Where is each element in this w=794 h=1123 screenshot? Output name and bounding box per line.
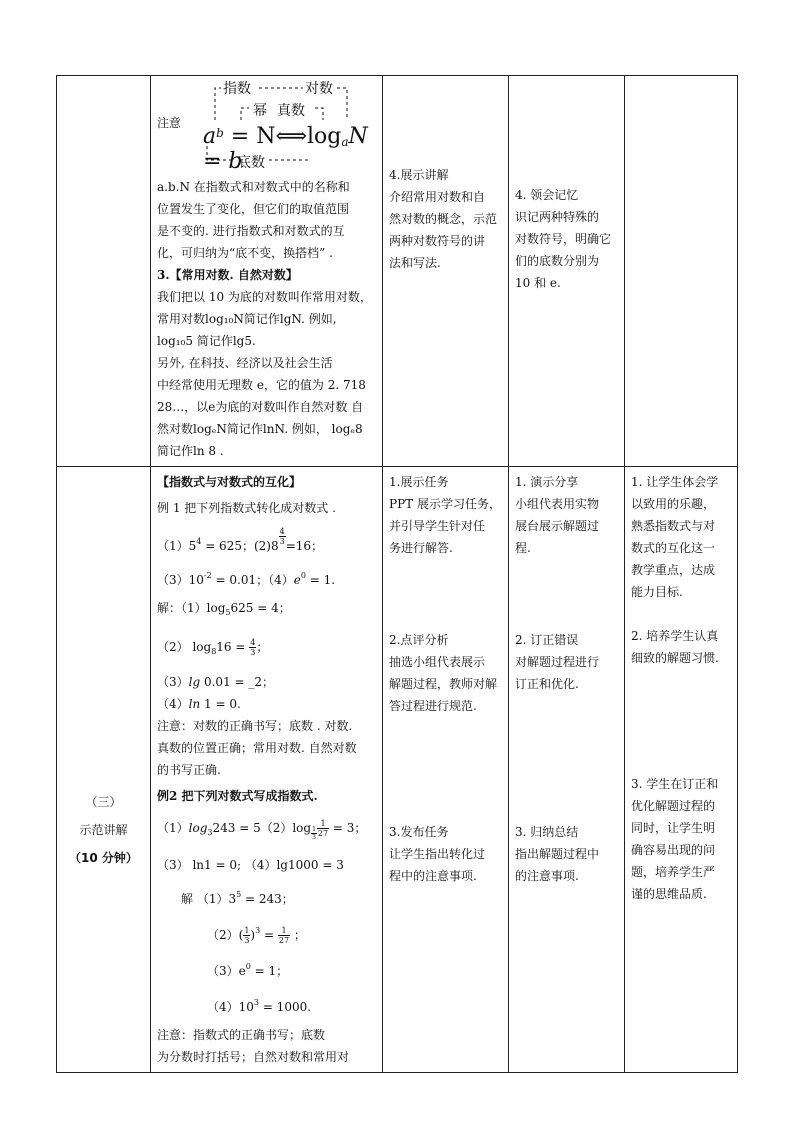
intent-line: 题，培养学生严 [631, 865, 716, 879]
note-1 [157, 715, 376, 781]
intent-cell [625, 467, 738, 1073]
antilog-label: 真数 [277, 103, 305, 119]
intent-line: 3. 学生在订正和 [631, 777, 719, 791]
content-line: 常用对数log₁₀N简记作lgN. 例如, [157, 312, 337, 326]
student-line: 4. 领会记忆 [515, 188, 579, 202]
teacher-line: 并引导学生针对任 [389, 519, 486, 533]
teacher-block [389, 629, 502, 717]
content-line: 中经常使用无理数 e，它的值为 2. 718 [157, 378, 366, 392]
teacher-line: 抽选小组代表展示 [389, 655, 486, 669]
content-line: log₁₀5 简记作lg5. [157, 334, 256, 348]
log-exp-formula: $a^b$ = $N⟺\log_aN = b$ [203, 124, 368, 174]
stage-cell [57, 467, 151, 1073]
intent-line: 谨的思维品质. [631, 887, 707, 901]
content-line: 28…，以e为底的对数叫作自然对数 自 [157, 400, 364, 414]
teacher-line: 两种对数符号的讲 [389, 234, 486, 248]
content-line: 是不变的. 进行指数式和对数式的互 [157, 224, 345, 238]
intent-block [631, 773, 731, 905]
content-line: 3.【常用对数. 自然对数】 [157, 268, 298, 282]
student-activity [509, 467, 624, 891]
note-label: 注意 [157, 116, 182, 130]
student-line: 展台展示解题过 [515, 519, 600, 533]
example2-solution: $(4)10^3 = 1000$. [207, 998, 312, 1014]
example1-solution: （2） $\log_816$ = $\frac{4}{3}$ ； [157, 638, 269, 657]
student-line: 的注意事项. [515, 869, 579, 883]
lesson-plan-table [56, 75, 738, 1073]
note-2 [157, 1024, 376, 1068]
content-line: a.b.N 在指数式和对数式中的名称和 [157, 180, 350, 194]
student-block [515, 471, 618, 559]
teacher-line: 介绍常用对数和自 [389, 190, 486, 204]
teacher-block [389, 471, 502, 559]
example2-prompt: 例2 把下列对数式写成指数式. [157, 789, 318, 803]
student-line: 指出解题过程中 [515, 847, 600, 861]
teacher-line: 2.点评分析 [389, 633, 449, 647]
note-line: 为分数时打括号；自然对数和常用对 [157, 1050, 350, 1064]
teacher-line: 答过程进行规范. [389, 699, 477, 713]
stage-name: 示范讲解 [79, 822, 128, 837]
content-line: 另外, 在科技、经济以及社会生活 [157, 356, 333, 370]
student-line: 识记两种特殊的 [515, 210, 600, 224]
teacher-line: 务进行解答. [389, 541, 453, 555]
teacher-line: 让学生指出转化过 [389, 847, 486, 861]
note-line: 注意：指数式的正确书写；底数 [157, 1028, 326, 1042]
teacher-line: 然对数的概念，示范 [389, 212, 498, 226]
content-line: 然对数logₑN简记作lnN. 例如， logₑ8 [157, 422, 363, 436]
example1-prompt: 例 1 把下列指数式转化成对数式 . [157, 501, 336, 515]
teacher-line: 4.展示讲解 [389, 168, 449, 182]
intent-line: 优化解题过程的 [631, 799, 716, 813]
table-row [57, 467, 738, 1073]
teacher-line: 程中的注意事项. [389, 869, 477, 883]
stage-cell-empty [57, 76, 151, 467]
student-block [515, 821, 618, 887]
student-cell [509, 76, 625, 467]
student-line: 1. 演示分享 [515, 475, 579, 489]
student-block [515, 629, 618, 695]
teacher-line: 1.展示任务 [389, 475, 449, 489]
note-line: 注意：对数的正确书写；底数 . 对数. [157, 719, 353, 733]
intent-block [631, 471, 731, 603]
intent-line: 以致用的乐趣， [631, 497, 716, 511]
student-line: 10 和 e. [515, 276, 561, 290]
base-label: 底数 [237, 155, 265, 171]
student-line: 对数符号，明确它 [515, 232, 612, 246]
note-line: 的书写正确. [157, 763, 221, 777]
intent-line: 细致的解题习惯. [631, 651, 719, 665]
student-line: 程. [515, 541, 531, 555]
intent-line: 熟悉指数式与对 [631, 519, 716, 533]
intent-line: 确容易出现的问 [631, 843, 716, 857]
teacher-activity [389, 164, 502, 274]
content-cell [151, 467, 383, 1073]
exponent-label: 指数 [223, 81, 251, 97]
content-line: 简记作ln 8 . [157, 444, 224, 458]
log-exp-diagram [157, 80, 376, 176]
log-label: 对数 [305, 81, 333, 97]
example1-solution: （4）ln 1 = 0. [157, 697, 241, 711]
student-line: 们的底数分别为 [515, 254, 600, 268]
example1-solution: 解：$(1)\log_5625 = 4$； [157, 601, 291, 617]
example2-solution: 解 $(1)3^5 = 243$； [181, 890, 294, 906]
intent-line: 1. 让学生体会学 [631, 475, 719, 489]
table-row [57, 76, 738, 467]
stage-number: （三） [85, 794, 122, 809]
student-line: 订正和优化. [515, 677, 579, 691]
example1-solution: （3）lg 0.01 = _2； [157, 675, 275, 689]
content-cell [151, 76, 383, 467]
teacher-line: 法和写法. [389, 256, 441, 270]
student-line: 小组代表用实物 [515, 497, 600, 511]
intent-block [631, 625, 731, 669]
stage-duration: （10 分钟） [69, 850, 138, 865]
student-cell [509, 467, 625, 1073]
intent-line: 能力目标. [631, 585, 683, 599]
teacher-cell [383, 467, 509, 1073]
example2-solution: $(3)e^0 = 1$； [207, 962, 289, 978]
intent-line: 同时，让学生明 [631, 821, 716, 835]
example1-item: $(3)10^{-2} = 0.01$；$(4)e^0 = 1$. [157, 571, 336, 587]
section-title: 【指数式与对数式的互化】 [157, 475, 302, 489]
content-line: 化，可归纳为“底不变，换搭档” . [157, 246, 333, 260]
example2-item: $(1)\log_3243 = 5(2)\log$ $_{\frac{1}{3}}$ $\frac{1}{27}$ = 3； [157, 819, 367, 841]
design-intent [625, 467, 737, 909]
note-line: 真数的位置正确；常用对数. 自然对数 [157, 741, 357, 755]
teacher-block [389, 821, 502, 887]
teacher-line: PPT 展示学习任务， [389, 497, 501, 511]
example2-item: （3） ln1 = 0; （4）lg1000 = 3 [157, 858, 344, 872]
intent-line: 数式的互化这一 [631, 541, 716, 555]
intent-cell-empty [625, 76, 738, 467]
example2-solution: （2）( $\frac{1}{3}$ )$^3$ = $\frac{1}{27}$ ； [207, 926, 306, 945]
teacher-activity [383, 467, 508, 891]
teacher-line: 解题过程，教师对解 [389, 677, 498, 691]
power-label: 幂 [253, 103, 267, 119]
teacher-cell [383, 76, 509, 467]
student-line: 2. 订正错误 [515, 633, 579, 647]
student-line: 对解题过程进行 [515, 655, 600, 669]
student-line: 3. 归纳总结 [515, 825, 579, 839]
content-line: 我们把以 10 为底的对数叫作常用对数， [157, 290, 372, 304]
intent-line: 教学重点，达成 [631, 563, 716, 577]
content-paragraphs [157, 176, 376, 462]
content-line: 位置发生了变化，但它们的取值范围 [157, 202, 350, 216]
intent-line: 2. 培养学生认真 [631, 629, 719, 643]
teacher-line: 3.发布任务 [389, 825, 449, 839]
student-activity [515, 184, 618, 294]
example1-item: $(1)5^4 = 625$；(2)8 $\frac{4}{3}$ =16； [157, 527, 324, 553]
